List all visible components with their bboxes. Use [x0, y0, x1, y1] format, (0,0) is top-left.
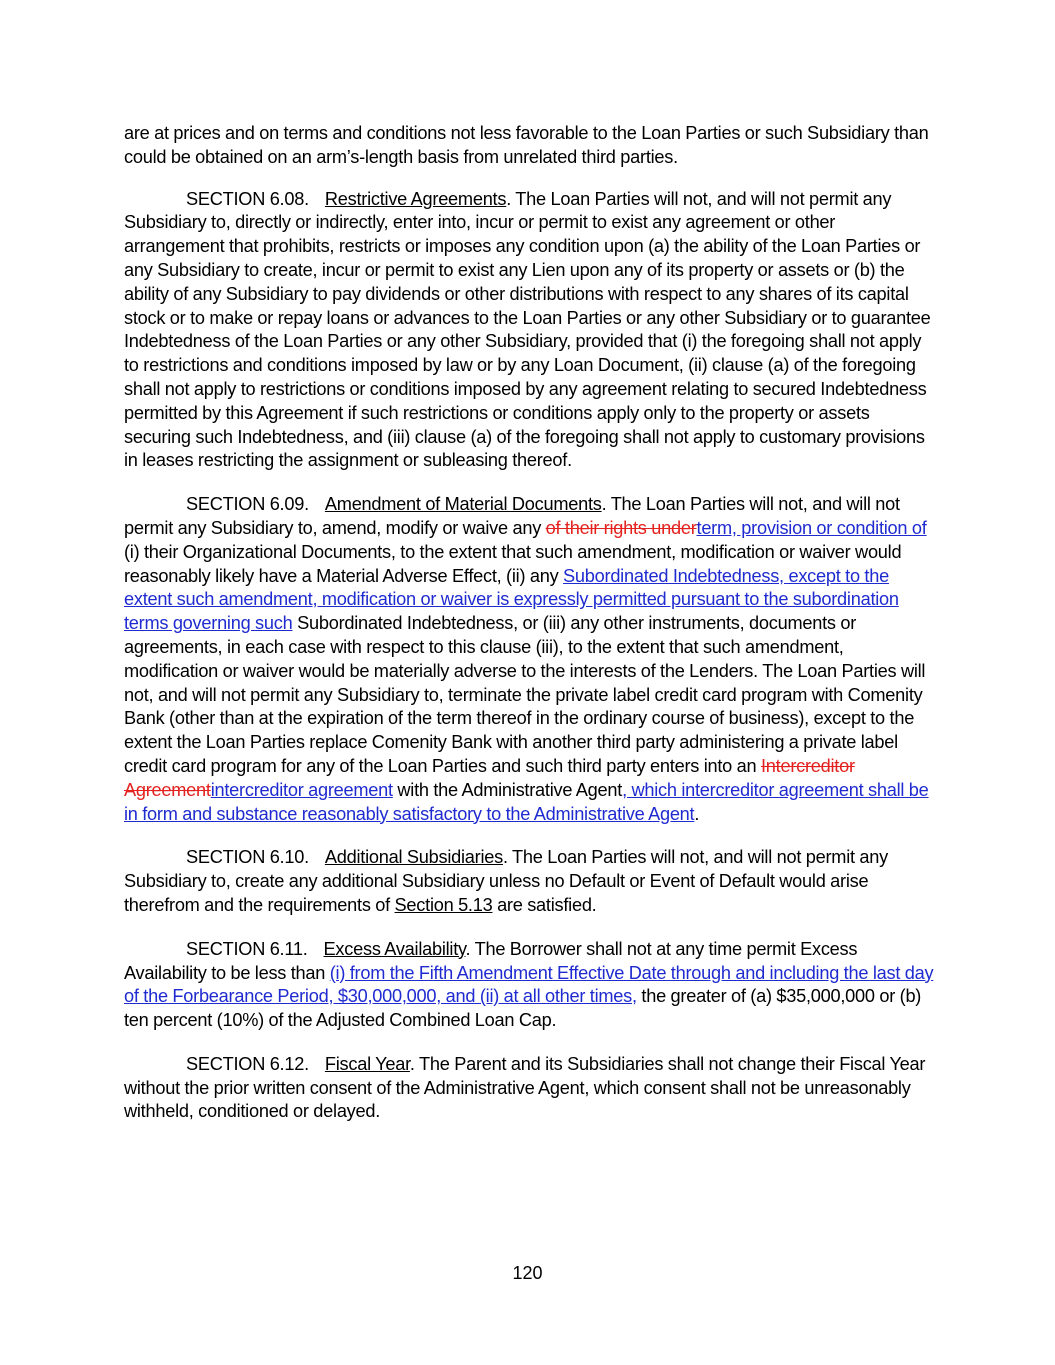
section-6-09 [124, 493, 936, 826]
page-number: 120 [512, 1263, 543, 1283]
inserted-text: , which intercreditor agreement shall be in form and substance reasonably satisfactory to the Administrative Agent [124, 779, 929, 824]
section-heading: Restrictive Agreements [324, 188, 507, 209]
continuation-text: are at prices and on terms and conditions not less favorable to the Loan Parties or such Subsidiary than could be obtained on an arm’s-length basis from unrelated third parties. [124, 123, 929, 167]
section-heading: Amendment of Material Documents [324, 494, 602, 515]
inserted-text: term, provision or condition of [696, 517, 927, 538]
inserted-text: Subordinated Indebtedness, except to the extent such amendment, modification or waiver is expressly permitted pursuant to the subordination terms governing such [124, 565, 899, 634]
section-text: the greater of (a) $35,000,000 or (b) ten percent (10%) of the Adjusted Combined Loan Cap. [124, 986, 922, 1031]
section-reference: Section 5.13 [394, 894, 493, 915]
inserted-text: (i) from the Fifth Amendment Effective Date through and including the last day of the Forbearance Period, $30,000,000, and (ii) at all other times, [124, 962, 934, 1007]
section-text: . The Parent and its Subsidiaries shall not change their Fiscal Year without the prior written consent of the Administrative Agent, which consent shall not be unreasonably withheld, conditioned or delayed. [124, 1053, 926, 1122]
section-number: SECTION 6.10. [186, 847, 309, 868]
section-number: SECTION 6.11. [186, 938, 308, 959]
section-6-11 [124, 938, 936, 1033]
section-number: SECTION 6.08. [186, 188, 309, 209]
section-text: . The Loan Parties will not, and will not permit any Subsidiary to, amend, modify or waive any [124, 494, 900, 538]
section-text: . The Borrower shall not at any time permit Excess Availability to be less than [124, 938, 858, 983]
deleted-text: Intercreditor Agreement [124, 755, 855, 800]
section-6-12 [124, 1053, 936, 1124]
section-text: . The Loan Parties will not, and will not permit any Subsidiary to, create any additional Subsidiary unless no Default or Event of Default would arise therefrom and the requirements of [124, 847, 888, 915]
section-number: SECTION 6.09. [186, 494, 309, 515]
section-heading: Excess Availability [323, 938, 466, 959]
section-6-08 [124, 188, 936, 474]
inserted-text: intercreditor agreement [210, 779, 393, 800]
document-body [124, 122, 936, 1144]
section-text: are satisfied. [492, 894, 597, 915]
continuation-paragraph [124, 122, 936, 170]
section-text: (i) their Organizational Documents, to the extent that such amendment, modification or waiver would reasonably likely have a Material Adverse Effect, (ii) any [124, 541, 902, 586]
section-text: Subordinated Indebtedness, or (iii) any other instruments, documents or agreements, in each case with respect to this clause (iii), to the extent that such amendment, modification or waiver would be materially adverse to the interests of the Lenders. The Loan Parties will not, and will not permit any Subsidiary to, terminate the private label credit card program with Comenity Bank (other than at the expiration of the term thereof in the ordinary course of business), except to the extent the Loan Parties replace Comenity Bank with another third party administering a private label credit card program for any of the Loan Parties and such third party enters into an [124, 613, 926, 776]
section-text: with the Administrative Agent [392, 779, 623, 800]
section-text: . The Loan Parties will not, and will not permit any Subsidiary to, directly or indirectly, enter into, incur or permit to exist any agreement or other arrangement that prohibits, restricts or imposes any condition upon (a) the ability of the Loan Parties or any Subsidiary to create, incur or permit to exist any Lien upon any of its property or assets or (b) the ability of any Subsidiary to pay dividends or other distributions with respect to any shares of its capital stock or to make or repay loans or advances to the Loan Parties or any other Subsidiary or to guarantee Indebtedness of the Loan Parties or any other Subsidiary, provided that (i) the foregoing shall not apply to restrictions and conditions imposed by law or by any Loan Document, (ii) clause (a) of the foregoing shall not apply to restrictions or conditions imposed by any agreement relating to secured Indebtedness permitted by this Agreement if such restrictions or conditions apply only to the property or assets securing such Indebtedness, and (iii) clause (a) of the foregoing shall not apply to customary provisions in leases restricting the assignment or subleasing thereof. [124, 188, 931, 471]
section-heading: Additional Subsidiaries [324, 847, 503, 868]
section-number: SECTION 6.12. [186, 1053, 309, 1074]
section-6-10 [124, 846, 936, 917]
deleted-text: of their rights under [545, 517, 697, 538]
section-heading: Fiscal Year [324, 1053, 410, 1074]
section-text: . [694, 803, 700, 824]
